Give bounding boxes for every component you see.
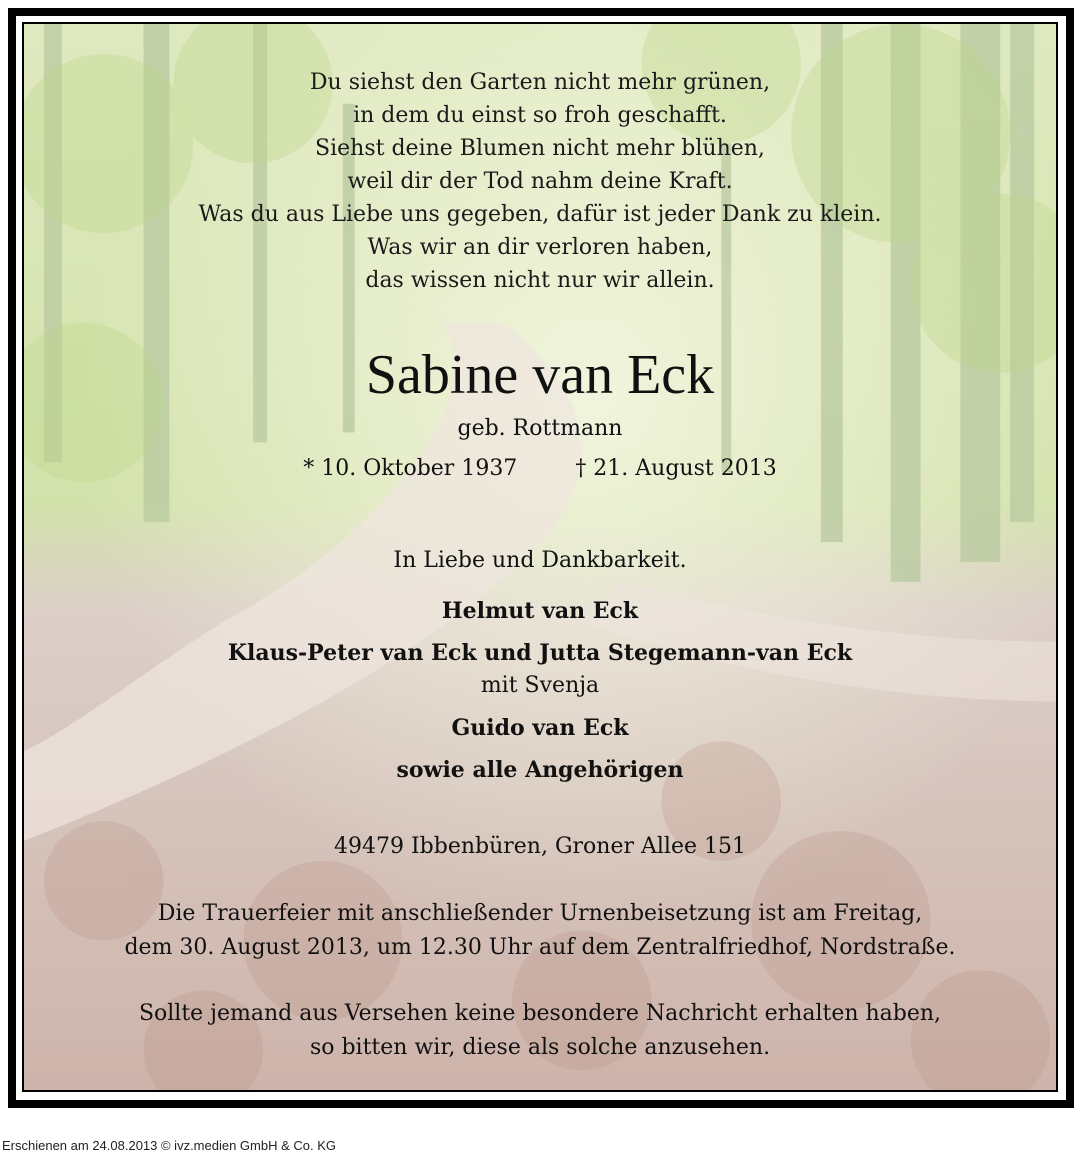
- mourner-name: Klaus-Peter van Eck und Jutta Stegemann-van Eck: [227, 640, 853, 666]
- birth-name: geb. Rottmann: [457, 416, 623, 441]
- poem-line: Was du aus Liebe uns gegeben, dafür ist jeder Dank zu klein.: [198, 202, 882, 227]
- publication-footer: Erschienen am 24.08.2013 © ivz.medien GmbH & Co. KG: [2, 1138, 337, 1153]
- poem-line: Siehst deine Blumen nicht mehr blühen,: [315, 136, 765, 161]
- deceased-name: Sabine van Eck: [365, 344, 715, 406]
- mourner-name: Guido van Eck: [451, 715, 629, 741]
- family-address: 49479 Ibbenbüren, Groner Allee 151: [334, 834, 746, 859]
- obituary-frame: [8, 8, 1074, 1108]
- service-line: Die Trauerfeier mit anschließender Urnenbeisetzung ist am Freitag,: [157, 901, 923, 926]
- poem-line: Was wir an dir verloren haben,: [367, 235, 713, 260]
- poem: [24, 66, 1056, 297]
- mourner-name: Helmut van Eck: [441, 598, 639, 624]
- poem-line: Du siehst den Garten nicht mehr grünen,: [309, 70, 771, 95]
- poem-line: das wissen nicht nur wir allein.: [365, 268, 715, 293]
- funeral-service-info: [24, 897, 1056, 965]
- dedication: In Liebe und Dankbarkeit.: [393, 548, 687, 573]
- obituary-content: [24, 24, 1056, 1090]
- notification-notice: [24, 997, 1056, 1065]
- notice-line: so bitten wir, diese als solche anzusehen.: [309, 1035, 771, 1060]
- mourner-name: sowie alle Angehörigen: [396, 757, 684, 783]
- life-dates: [24, 454, 1056, 484]
- death-date: † 21. August 2013: [575, 456, 777, 481]
- birth-date: * 10. Oktober 1937: [303, 456, 518, 481]
- poem-line: in dem du einst so froh geschafft.: [353, 103, 727, 128]
- service-line: dem 30. August 2013, um 12.30 Uhr auf dem Zentralfriedhof, Nordstraße.: [124, 935, 956, 960]
- notice-line: Sollte jemand aus Versehen keine besondere Nachricht erhalten haben,: [138, 1001, 942, 1026]
- poem-line: weil dir der Tod nahm deine Kraft.: [347, 169, 733, 194]
- mourner-note: mit Svenja: [480, 673, 600, 698]
- obituary-inner-border: [22, 22, 1058, 1092]
